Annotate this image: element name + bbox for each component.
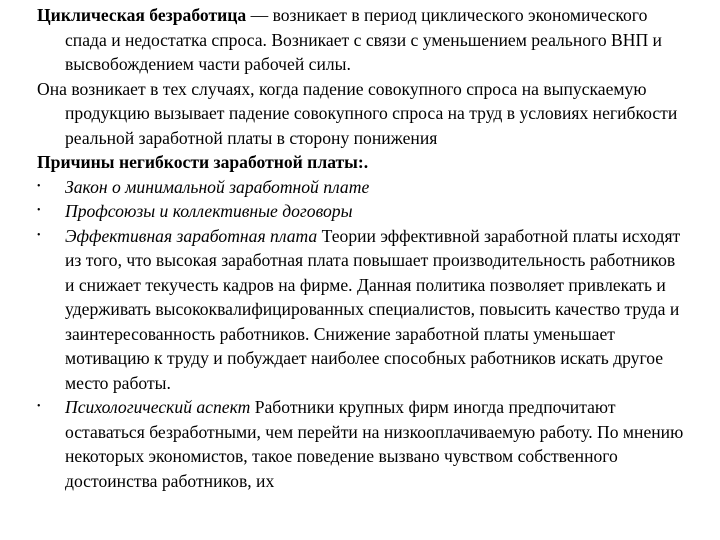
document-body — [37, 3, 689, 493]
bullet-title: Закон о минимальной заработной плате — [65, 176, 370, 197]
bullet-item-psychological-aspect — [37, 395, 689, 493]
bullet-marker: • — [37, 401, 41, 412]
bullet-title: Профсоюзы и коллективные договоры — [65, 201, 353, 221]
bullet-title: Эффективная заработная плата — [65, 225, 318, 246]
bullet-marker: • — [37, 229, 41, 241]
reasons-heading: Причины негибкости заработной платы:. — [37, 152, 369, 172]
bullet-text: Теории эффективной заработной платы исходят из того, что высокая заработная плата повышает производительность работников и снижает текучесть кадров на фирме. Данная политика позволяет привлекать и удерживать высококвалифицированных специалистов, повысить качество труда и заинтересованность работников. Снижение заработной платы уменьшает мотивацию к труду и побуждает наиболее способных работников искать другое место работы. — [65, 225, 681, 393]
definition-text: — возникает в период циклического экономического спада и недостатка спроса. Возникает с связи с уменьшением реального ВНП и высвобождением части рабочей силы. — [65, 5, 662, 74]
cyclical-unemployment-definition — [37, 3, 689, 77]
bullet-title: Психологический аспект — [65, 397, 251, 417]
bullet-marker: • — [37, 180, 41, 192]
definition-term: Циклическая безработица — [37, 5, 247, 25]
bullet-marker: • — [37, 205, 41, 216]
bullet-item-min-wage-law — [37, 175, 689, 200]
bullet-text: Работники крупных фирм иногда предпочитают оставаться безработными, чем перейти на низкооплачиваемую работу. По мнению некоторых экономистов, такое поведение вызвано чувством собственного достоинства работников, их — [65, 397, 684, 491]
cause-paragraph: Она возникает в тех случаях, когда падение совокупного спроса на выпускаемую продукцию вызывает падение совокупного спроса на труд в условиях негибкости реальной заработной платы в сторону понижения — [37, 78, 678, 148]
bullet-item-trade-unions — [37, 199, 689, 224]
bullet-item-efficiency-wage — [37, 224, 689, 396]
